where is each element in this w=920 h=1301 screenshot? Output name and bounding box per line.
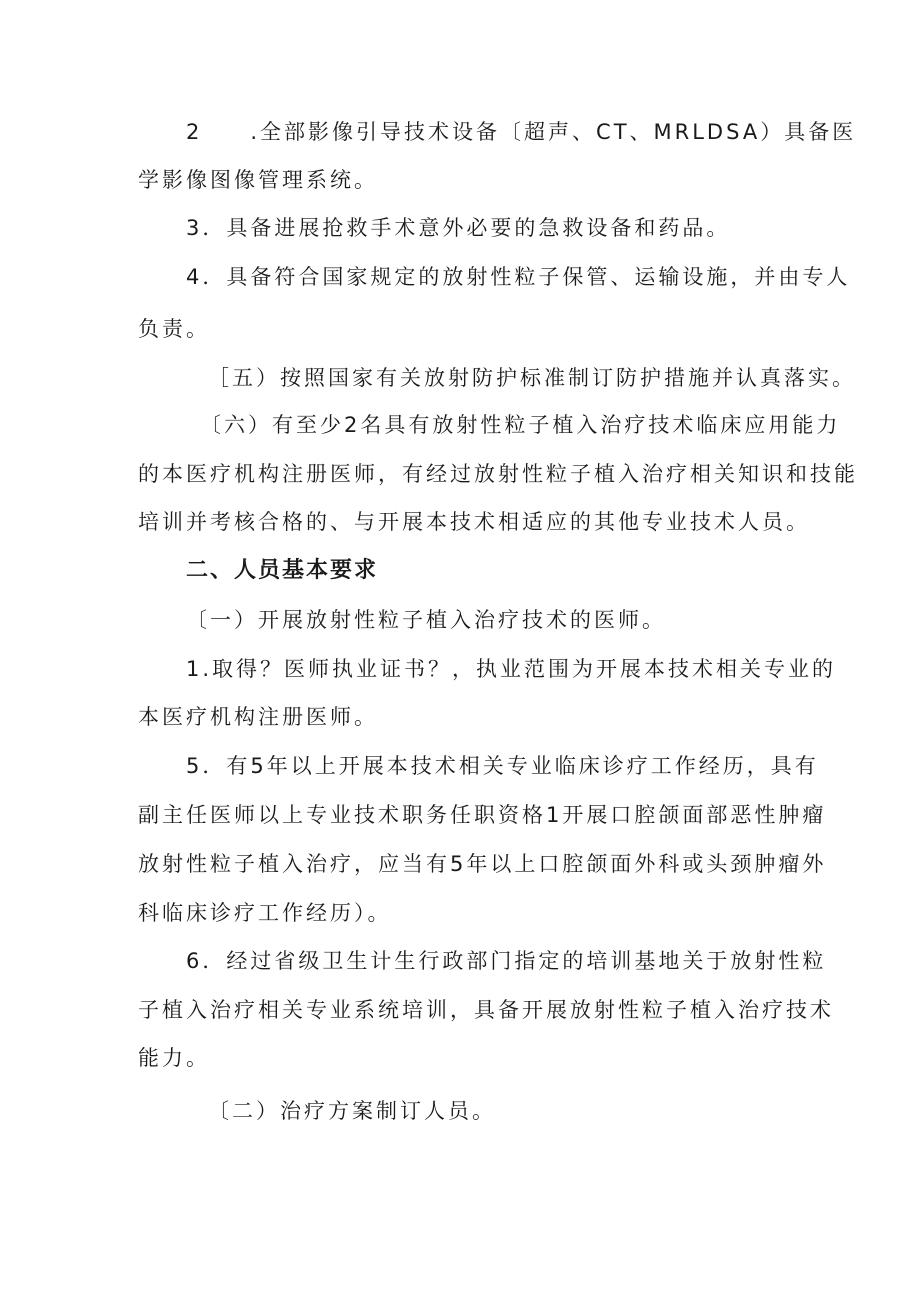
paragraph-line: ［五）按照国家有关放射防护标准制订防护措施并认真落实。 [208,366,856,390]
section-heading: 二、人员基本要求 [186,558,379,583]
paragraph-line: 〔二）治疗方案制订人员。 [208,1099,496,1123]
paragraph-line: 副主任医师以上专业技术职务任职资格1开展口腔颌面部恶性肿瘤 [138,803,827,827]
paragraph-line: 培训并考核合格的、与开展本技术相适应的其他专业技术人员。 [138,510,810,534]
paragraph-line: 2 .全部影像引导技术设备〔超声、CT、MRLDSA）具备医 [186,120,857,144]
paragraph-line: 子植入治疗相关专业系统培训，具备开展放射性粒子植入治疗技术 [138,998,834,1022]
paragraph-line: 6．经过省级卫生计生行政部门指定的培训基地关于放射性粒 [186,949,827,973]
paragraph-line: 3．具备进展抢救手术意外必要的急救设备和药品。 [186,216,731,240]
paragraph-line: 5．有5年以上开展本技术相关专业临床诊疗工作经历，具有 [186,754,819,778]
paragraph-line: 1.取得？医师执业证书？，执业范围为开展本技术相关专业的 [186,657,837,681]
paragraph-line: 的本医疗机构注册医师，有经过放射性粒子植入治疗相关知识和技能 [138,462,858,486]
paragraph-line: 本医疗机构注册医师。 [138,705,378,729]
paragraph-line: 〔六）有至少2名具有放射性粒子植入治疗技术临床应用能力 [200,413,841,437]
paragraph-line: 〔一）开展放射性粒子植入治疗技术的医师。 [186,608,666,632]
paragraph-line: 放射性粒子植入治疗，应当有5年以上口腔颌面外科或头颈肿瘤外 [138,852,827,876]
paragraph-line: 学影像图像管理系统。 [138,168,378,192]
paragraph-line: 科临床诊疗工作经历）。 [138,901,392,925]
paragraph-line: 负责。 [138,317,210,341]
paragraph-line: 4．具备符合国家规定的放射性粒子保管、运输设施，并由专人 [186,265,851,289]
paragraph-line: 能力。 [138,1046,210,1070]
